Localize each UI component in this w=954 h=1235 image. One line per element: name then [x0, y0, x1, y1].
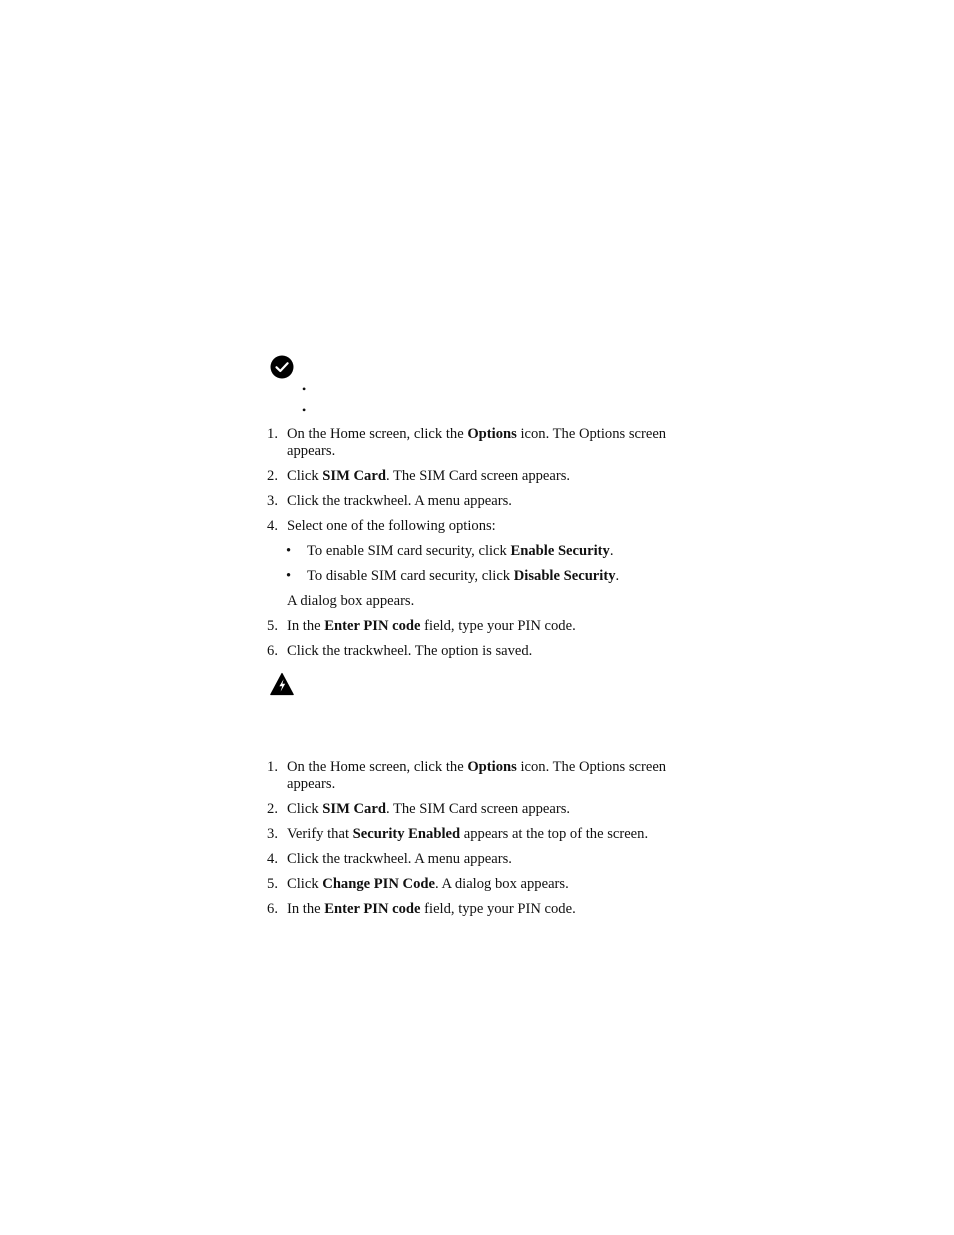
step-text: On the Home screen, click the Options icon. The Options screen appears. [287, 759, 667, 792]
step-number: 4. [267, 851, 278, 867]
step-number: 3. [267, 493, 278, 509]
checkmark-circle-icon [270, 355, 294, 379]
step-text: Click the trackwheel. The option is saved. [287, 643, 533, 659]
step-number: 3. [267, 826, 278, 842]
step-number: 5. [267, 876, 278, 892]
step-text: In the Enter PIN code field, type your PIN code. [287, 618, 576, 634]
step-number: 2. [267, 468, 278, 484]
step-text: Click the trackwheel. A menu appears. [287, 851, 512, 867]
warning-lightning-icon [270, 672, 294, 696]
step-text: In the Enter PIN code field, type your PIN code. [287, 901, 576, 917]
step-number: 2. [267, 801, 278, 817]
step-text: On the Home screen, click the Options icon. The Options screen appears. [287, 426, 667, 459]
option-text: To enable SIM card security, click Enable Security. [307, 543, 614, 559]
step-number: 5. [267, 618, 278, 634]
step-text: Verify that Security Enabled appears at the top of the screen. [287, 826, 649, 842]
dialog-note: A dialog box appears. [287, 593, 415, 609]
bullet: • [286, 568, 292, 584]
option-text: To disable SIM card security, click Disable Security. [307, 568, 620, 584]
tip-bullet: • [302, 382, 307, 396]
step-number: 1. [267, 426, 278, 442]
step-text: Select one of the following options: [287, 518, 496, 534]
bullet: • [286, 543, 292, 559]
step-number: 4. [267, 518, 278, 534]
tip-bullet: • [302, 403, 307, 417]
step-text: Click SIM Card. The SIM Card screen appears. [287, 468, 571, 484]
step-number: 6. [267, 643, 278, 659]
step-number: 1. [267, 759, 278, 775]
step-number: 6. [267, 901, 278, 917]
step-text: Click the trackwheel. A menu appears. [287, 493, 512, 509]
step-text: Click Change PIN Code. A dialog box appears. [287, 876, 569, 892]
step-text: Click SIM Card. The SIM Card screen appears. [287, 801, 571, 817]
